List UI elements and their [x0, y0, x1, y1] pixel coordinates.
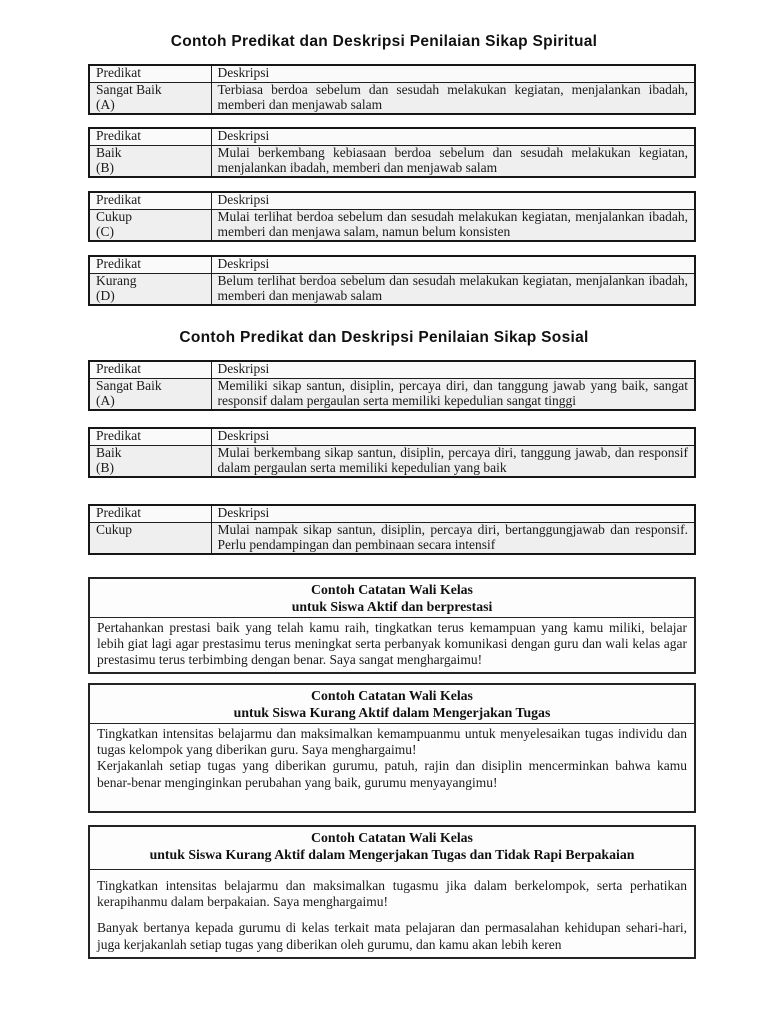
note-title: Contoh Catatan Wali Kelas [311, 688, 473, 703]
column-header-predikat: Predikat [89, 361, 211, 379]
note-title: Contoh Catatan Wali Kelas [311, 582, 473, 597]
column-header-deskripsi: Deskripsi [211, 505, 695, 523]
column-header-deskripsi: Deskripsi [211, 428, 695, 446]
predikat-value: Sangat Baik [96, 378, 162, 393]
predikat-value: Cukup [96, 209, 133, 224]
column-header-predikat: Predikat [89, 192, 211, 210]
deskripsi-value: Mulai terlihat berdoa sebelum dan sesudah melakukan kegiatan, menjalankan ibadah, memberi dan menjawa salam, namun belum konsisten [211, 210, 695, 242]
column-header-deskripsi: Deskripsi [211, 128, 695, 146]
note-paragraph: Pertahankan prestasi baik yang telah kamu raih, tingkatkan terus kemampuan yang kamu miliki, belajar lebih giat lagi agar prestasimu terus meningkat serta perbanyak komunikasi dengan guru dan wali kelas agar prestasimu terus terbimbing dengan benar. Saya sangat menghargaimu! [97, 620, 687, 668]
predikat-value: Cukup [96, 522, 133, 537]
deskripsi-value: Mulai berkembang sikap santun, disiplin, percaya diri, tanggung jawab, dan responsif dalam pergaulan serta memiliki kepedulian yang baik [211, 446, 695, 478]
note-paragraph: Tingkatkan intensitas belajarmu dan maksimalkan tugasmu jika dalam berkelompok, serta perhatikan kerapihanmu dalam berpakaian. Saya menghargaimu! [97, 878, 687, 910]
predikat-grade: (A) [96, 96, 115, 112]
predikat-grade: (B) [96, 159, 114, 175]
deskripsi-value: Terbiasa berdoa sebelum dan sesudah melakukan kegiatan, menjalankan ibadah, memberi dan menjawab salam [211, 83, 695, 115]
note-subtitle: untuk Siswa Aktif dan berprestasi [291, 599, 493, 614]
sosial-table-cukup [88, 504, 696, 555]
column-header-predikat: Predikat [89, 128, 211, 146]
sosial-section-title: Contoh Predikat dan Deskripsi Penilaian Sikap Sosial [179, 329, 589, 346]
table-row [89, 146, 695, 178]
spiritual-section-title: Contoh Predikat dan Deskripsi Penilaian Sikap Spiritual [170, 33, 598, 50]
predikat-value: Baik [96, 145, 122, 160]
sosial-table-sangat-baik [88, 360, 696, 411]
note-paragraph: Tingkatkan intensitas belajarmu dan maksimalkan kemampuanmu untuk menyelesaikan tugas individu dan tugas kelompok yang diberikan guru. Saya menghargaimu! [97, 726, 687, 758]
table-row [89, 210, 695, 242]
deskripsi-value: Mulai nampak sikap santun, disiplin, percaya diri, bertanggungjawab dan responsif. Perlu pendampingan dan pembinaan secara intensif [211, 523, 695, 555]
column-header-predikat: Predikat [89, 505, 211, 523]
column-header-deskripsi: Deskripsi [211, 256, 695, 274]
note-paragraph: Kerjakanlah setiap tugas yang diberikan gurumu, patuh, rajin dan disiplin mencerminkan bahwa kamu benar-benar menginginkan perubahan yang baik, gurumu menyayangimu! [97, 758, 687, 790]
deskripsi-value: Mulai berkembang kebiasaan berdoa sebelum dan sesudah melakukan kegiatan, menjalankan ibadah, memberi dan menjawab salam [211, 146, 695, 178]
column-header-predikat: Predikat [89, 65, 211, 83]
sosial-table-baik [88, 427, 696, 478]
predikat-grade: (A) [96, 392, 115, 408]
column-header-deskripsi: Deskripsi [211, 361, 695, 379]
predikat-grade: (B) [96, 459, 114, 475]
spiritual-table-baik [88, 127, 696, 178]
predikat-value: Baik [96, 445, 122, 460]
deskripsi-value: Memiliki sikap santun, disiplin, percaya diri, dan tanggung jawab yang baik, sangat responsif dalam pergaulan serta memiliki kepedulian sangat tinggi [211, 379, 695, 411]
predikat-grade: (D) [96, 287, 115, 303]
column-header-predikat: Predikat [89, 428, 211, 446]
note-box-kurang-aktif-tugas [88, 683, 696, 813]
predikat-grade: (C) [96, 223, 114, 239]
note-box-kurang-aktif-tidak-rapi [88, 825, 696, 959]
note-title: Contoh Catatan Wali Kelas [311, 830, 473, 845]
column-header-predikat: Predikat [89, 256, 211, 274]
table-row [89, 379, 695, 411]
column-header-deskripsi: Deskripsi [211, 192, 695, 210]
note-subtitle: untuk Siswa Kurang Aktif dalam Mengerjakan Tugas [233, 705, 551, 720]
table-row [89, 446, 695, 478]
spiritual-table-kurang [88, 255, 696, 306]
predikat-value: Sangat Baik [96, 82, 162, 97]
deskripsi-value: Belum terlihat berdoa sebelum dan sesudah melakukan kegiatan, menjalankan ibadah, memberi dan menjawab salam [211, 274, 695, 306]
table-row [89, 274, 695, 306]
predikat-value: Kurang [96, 273, 137, 288]
note-subtitle: untuk Siswa Kurang Aktif dalam Mengerjakan Tugas dan Tidak Rapi Berpakaian [149, 847, 635, 862]
column-header-deskripsi: Deskripsi [211, 65, 695, 83]
table-row [89, 83, 695, 115]
table-row [89, 523, 695, 555]
note-paragraph: Banyak bertanya kepada gurumu di kelas terkait mata pelajaran dan permasalahan kehidupan sehari-hari, juga kerjakanlah setiap tugas yang diberikan oleh gurumu, dan kamu akan lebih keren [97, 920, 687, 952]
spiritual-table-sangat-baik [88, 64, 696, 115]
spiritual-table-cukup [88, 191, 696, 242]
note-box-siswa-aktif [88, 577, 696, 674]
